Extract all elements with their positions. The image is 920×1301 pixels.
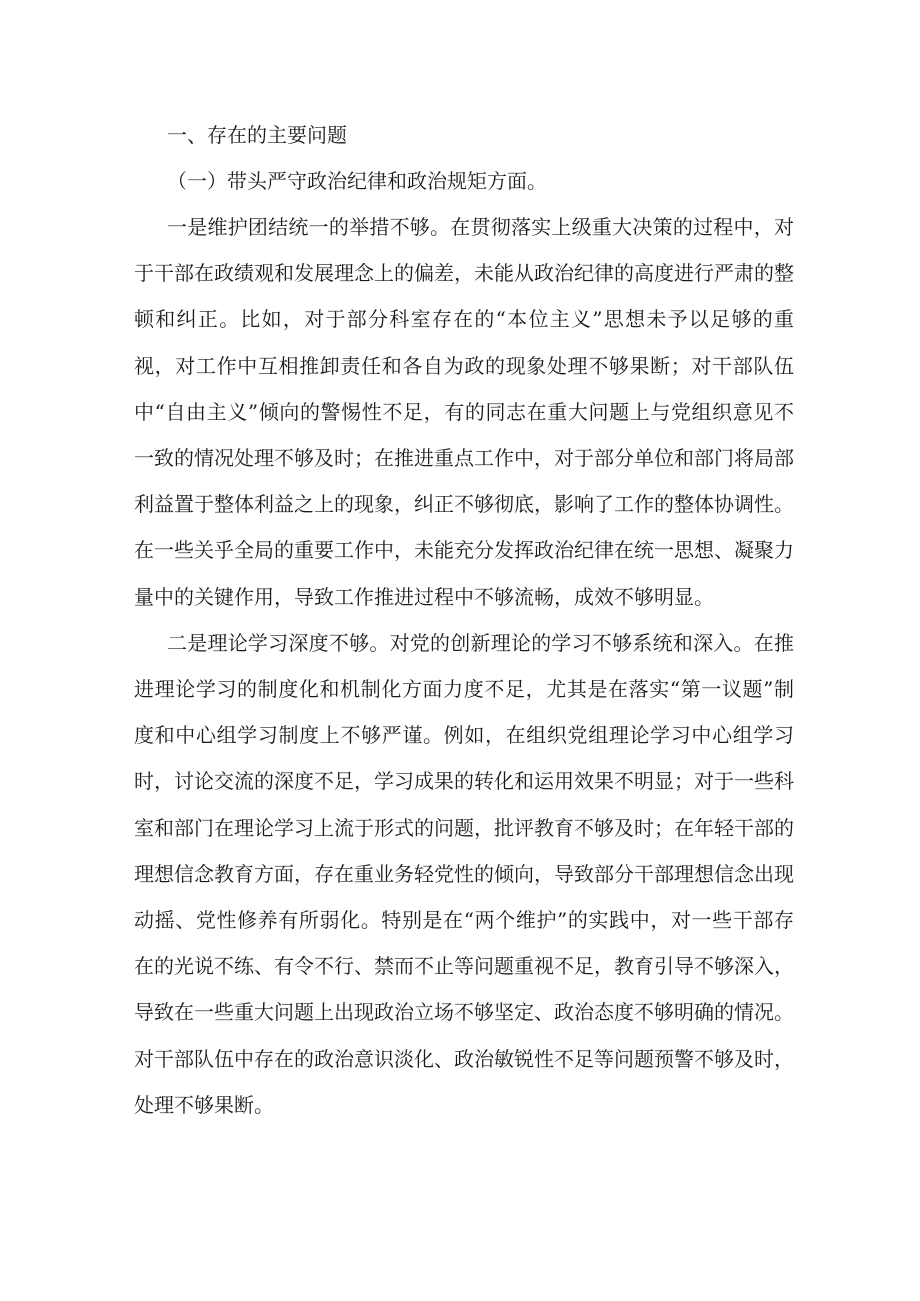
section-title: 一、存在的主要问题 xyxy=(167,123,347,147)
subsection-title: （一）带头严守政治纪律和政治规矩方面。 xyxy=(167,169,547,193)
document-body xyxy=(134,112,794,1128)
paragraph-2: 二是理论学习深度不够。对党的创新理论的学习不够系统和深入。在推进理论学习的制度化和机制化方面力度不足，尤其是在落实“第一议题”制度和中心组学习制度上不够严谨。例如，在组织党组理论学习中心组学习时，讨论交流的深度不足，学习成果的转化和运用效果不明显；对于一些科室和部门在理论学习上流于形式的问题，批评教育不够及时；在年轻干部的理想信念教育方面，存在重业务轻党性的倾向，导致部分干部理想信念出现动摇、党性修养有所弱化。特别是在“两个维护”的实践中，对一些干部存在的光说不练、有令不行、禁而不止等问题重视不足，教育引导不够深入，导致在一些重大问题上出现政治立场不够坚定、政治态度不够明确的情况。对干部队伍中存在的政治意识淡化、政治敏锐性不足等问题预警不够及时，处理不够果断。 xyxy=(134,630,794,1117)
paragraph-1: 一是维护团结统一的举措不够。在贯彻落实上级重大决策的过程中，对于干部在政绩观和发展理念上的偏差，未能从政治纪律的高度进行严肃的整顿和纠正。比如，对于部分科室存在的“本位主义”思想未予以足够的重视，对工作中互相推卸责任和各自为政的现象处理不够果断；对干部队伍中“自由主义”倾向的警惕性不足，有的同志在重大问题上与党组织意见不一致的情况处理不够及时；在推进重点工作中，对于部分单位和部门将局部利益置于整体利益之上的现象，纠正不够彻底，影响了工作的整体协调性。在一些关乎全局的重要工作中，未能充分发挥政治纪律在统一思想、凝聚力量中的关键作用，导致工作推进过程中不够流畅，成效不够明显。 xyxy=(134,215,794,609)
